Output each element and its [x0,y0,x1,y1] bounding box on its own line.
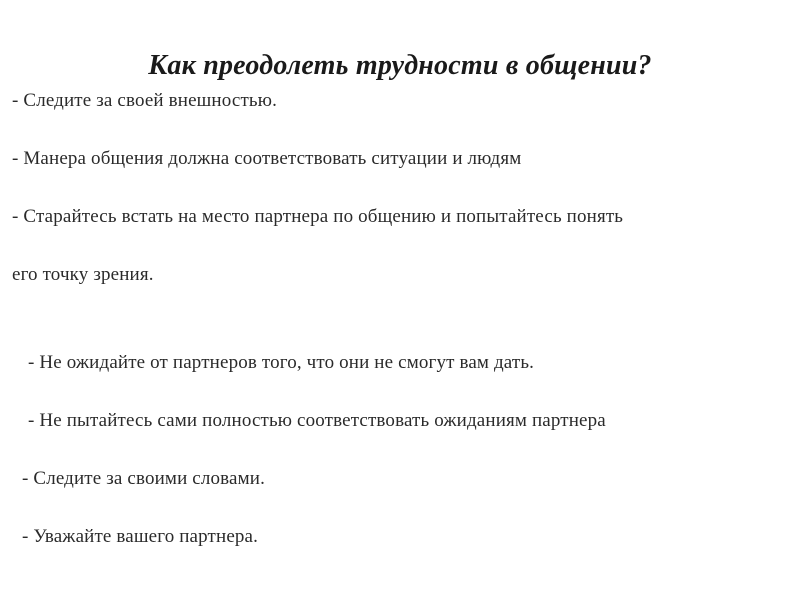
tip-respect: - Уважайте вашего партнера. [22,526,259,547]
tip-partner-place: - Старайтесь встать на место партнера по общению и попытайтесь понять [12,206,624,227]
tip-appearance: - Следите за своей внешностью. [12,90,277,111]
tip-partner-place-cont: его точку зрения. [12,264,154,285]
tip-conform: - Не пытайтесь сами полностью соответствовать ожиданиям партнера [28,410,606,431]
tip-words: - Следите за своими словами. [22,468,266,489]
slide-title: Как преодолеть трудности в общении? [148,50,652,81]
tip-manner: - Манера общения должна соответствовать ситуации и людям [12,148,522,169]
tip-expectations: - Не ожидайте от партнеров того, что они не смогут вам дать. [28,352,535,373]
